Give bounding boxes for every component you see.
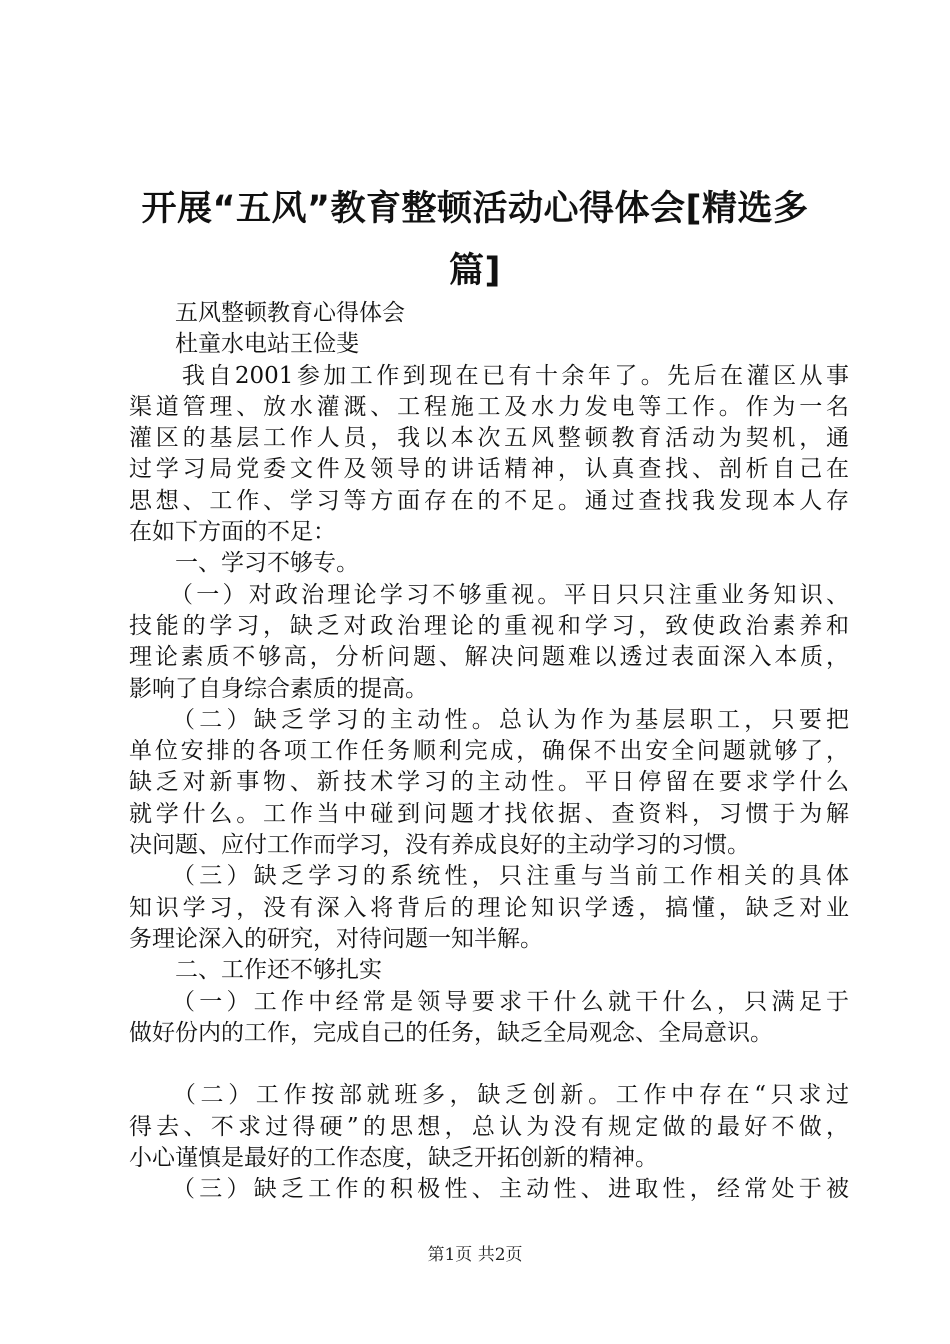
body-line: 五风整顿教育心得体会: [129, 300, 405, 326]
body-line: 缺乏对新事物、新技术学习的主动性。平日停留在要求学什么: [129, 769, 849, 796]
body-line: 杜童水电站王俭斐: [129, 331, 359, 358]
body-line: （一）对政治理论学习不够重视。平日只只注重业务知识、: [129, 581, 849, 608]
body-line: （一）工作中经常是领导要求干什么就干什么，只满足于: [129, 988, 849, 1015]
body-line: 技能的学习，缺乏对政治理论的重视和学习，致使政治素养和: [129, 612, 849, 639]
title-line-2: 篇]: [449, 251, 501, 291]
body-line: 一、学习不够专。: [129, 550, 359, 577]
body-line: （三）缺乏学习的系统性，只注重与当前工作相关的具体: [129, 863, 849, 890]
title-line-1: 开展“五风”教育整顿活动心得体会[精选多: [141, 189, 809, 229]
body-line: 做好份内的工作，完成自己的任务，缺乏全局观念、全局意识。: [129, 1019, 773, 1046]
body-line: 影响了自身综合素质的提高。: [129, 675, 428, 702]
page-footer: 第1页 共2页: [427, 1245, 523, 1265]
body-line: 在如下方面的不足：: [129, 519, 336, 546]
body-line: 过学习局党委文件及领导的讲话精神，认真查找、剖析自己在: [129, 456, 849, 483]
body-line: 渠道管理、放水灌溉、工程施工及水力发电等工作。作为一名: [129, 393, 849, 420]
body-line: 得去、不求过得硬”的思想，总认为没有规定做的最好不做，: [129, 1113, 849, 1140]
body-line: 我自2001参加工作到现在已有十余年了。先后在灌区从事: [129, 362, 849, 389]
body-line: （二）工作按部就班多，缺乏创新。工作中存在“只求过: [129, 1082, 849, 1109]
body-line: （二）缺乏学习的主动性。总认为作为基层职工，只要把: [129, 706, 849, 733]
body-line: 务理论深入的研究，对待问题一知半解。: [129, 925, 543, 952]
document-body: [129, 298, 849, 1206]
body-line: 就学什么。工作当中碰到问题才找依据、查资料，习惯于为解: [129, 800, 849, 827]
body-line: 理论素质不够高，分析问题、解决问题难以透过表面深入本质，: [129, 644, 849, 671]
body-line: 决问题、应付工作而学习，没有养成良好的主动学习的习惯。: [129, 832, 750, 859]
document-title: [100, 178, 850, 302]
body-line: 灌区的基层工作人员，我以本次五风整顿教育活动为契机，通: [129, 425, 849, 452]
blank-line: [129, 1049, 849, 1080]
body-line: 思想、工作、学习等方面存在的不足。通过查找我发现本人存: [129, 487, 849, 514]
body-line: 单位安排的各项工作任务顺利完成，确保不出安全问题就够了，: [129, 738, 849, 765]
body-line: 小心谨慎是最好的工作态度，缺乏开拓创新的精神。: [129, 1145, 658, 1172]
body-line: （三）缺乏工作的积极性、主动性、进取性，经常处于被: [129, 1176, 849, 1203]
body-line: 知识学习，没有深入将背后的理论知识学透，搞懂，缺乏对业: [129, 894, 849, 921]
body-line: 二、工作还不够扎实: [129, 957, 382, 984]
